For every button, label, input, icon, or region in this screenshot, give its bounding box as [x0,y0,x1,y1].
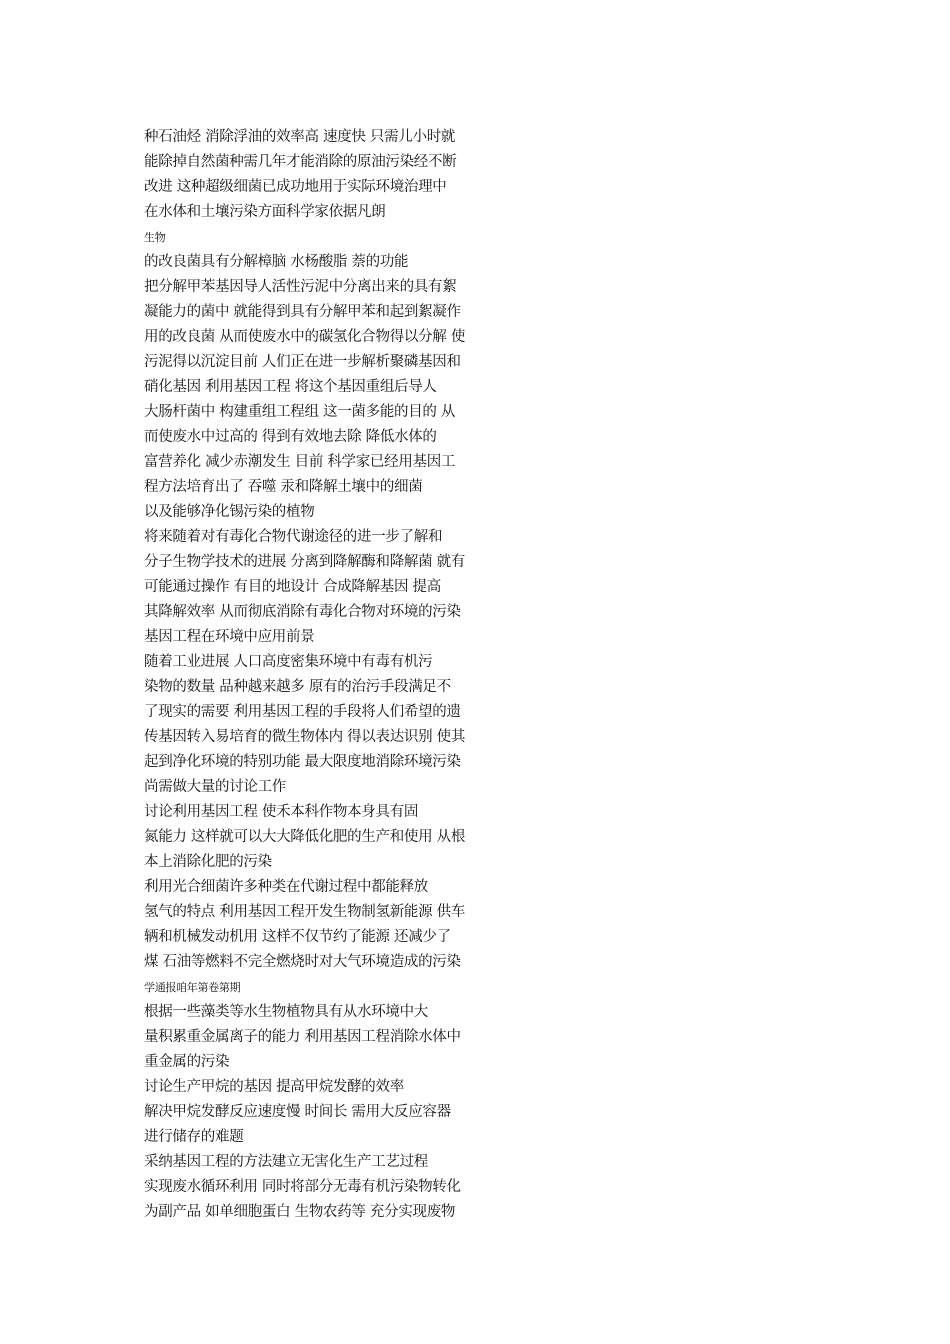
text-line: 量积累重金属离子的能力 利用基因工程消除水体中 [144,1029,461,1045]
text-line: 讨论利用基因工程 使禾本科作物本身具有固 [144,804,419,820]
text-line: 把分解甲苯基因导人活性污泥中分离出来的具有絮 [144,279,457,295]
text-line: 凝能力的菌中 就能得到具有分解甲苯和起到絮凝作 [144,304,461,320]
text-line: 为副产品 如单细胞蛋白 生物农药等 充分实现废物 [144,1204,456,1220]
text-line: 用的改良菌 从而使废水中的碳氢化合物得以分解 使 [144,329,466,345]
text-line: 解决甲烷发酵反应速度慢 时间长 需用大反应容器 [144,1104,451,1120]
text-line: 能除掉自然菌种需几年才能消除的原油污染经不断 [144,154,457,170]
text-line: 分子生物学技术的进展 分离到降解酶和降解菌 就有 [144,554,466,570]
text-line: 而使废水中过高的 得到有效地去除 降低水体的 [144,429,437,445]
text-line: 的改良菌具有分解樟脑 水杨酸脂 萘的功能 [144,254,409,270]
text-line: 改进 这种超级细菌已成功地用于实际环境治理中 [144,179,447,195]
text-line: 程方法培育出了 吞噬 汞和降解土壤中的细菌 [144,479,423,495]
text-line: 富营养化 减少赤潮发生 目前 科学家已经用基因工 [144,454,456,470]
text-line: 污泥得以沉淀目前 人们正在进一步解析聚磷基因和 [144,354,461,370]
text-line: 讨论生产甲烷的基因 提高甲烷发酵的效率 [144,1079,404,1095]
text-line: 氢气的特点 利用基因工程开发生物制氢新能源 供车 [144,904,466,920]
text-line: 进行储存的难题 [144,1129,244,1145]
text-line: 辆和机械发动机用 这样不仅节约了能源 还减少了 [144,929,451,945]
text-label-line: 学通报咱年第卷第期 [144,981,241,994]
text-line: 染物的数量 品种越来越多 原有的治污手段满足不 [144,679,451,695]
text-line: 以及能够净化锡污染的植物 [144,504,315,520]
text-line: 种石油烃 消除浮油的效率高 速度快 只需儿小时就 [144,129,456,145]
text-line: 尚需做大量的讨论工作 [144,779,286,795]
text-line: 了现实的需要 利用基因工程的手段将人们希望的遗 [144,704,461,720]
text-line: 其降解效率 从而彻底消除有毒化合物对环境的污染 [144,604,461,620]
text-line: 实现废水循环利用 同时将部分无毒有机污染物转化 [144,1179,461,1195]
text-line: 重金属的污染 [144,1054,230,1070]
text-line: 可能通过操作 有目的地设计 合成降解基因 提高 [144,579,441,595]
text-line: 起到净化环境的特别功能 最大限度地消除环境污染 [144,754,461,770]
text-line: 将来随着对有毒化合物代谢途径的进一步了解和 [144,529,443,545]
text-line: 大肠杆菌中 构建重组工程组 这一菌多能的目的 从 [144,404,456,420]
text-line: 煤 石油等燃料不完全燃烧时对大气环境造成的污染 [144,954,461,970]
text-line: 本上消除化肥的污染 [144,854,272,870]
text-line: 传基因转入易培育的微生物体内 得以表达识别 使其 [144,729,466,745]
text-line: 随着工业进展 人口高度密集环境中有毒有机污 [144,654,433,670]
text-line: 根据一些藻类等水生物植物具有从水环境中大 [144,1004,428,1020]
text-line: 采纳基因工程的方法建立无害化生产工艺过程 [144,1154,428,1170]
text-line: 氮能力 这样就可以大大降低化肥的生产和使用 从根 [144,829,466,845]
text-line: 硝化基因 利用基因工程 将这个基因重组后导人 [144,379,437,395]
text-line: 在水体和土壤污染方面科学家依据凡朗 [144,204,386,220]
text-label-line: 生物 [144,231,166,244]
body-text-column [144,125,504,1225]
text-line: 利用光合细菌许多种类在代谢过程中都能释放 [144,879,428,895]
text-line: 基因工程在环境中应用前景 [144,629,315,645]
